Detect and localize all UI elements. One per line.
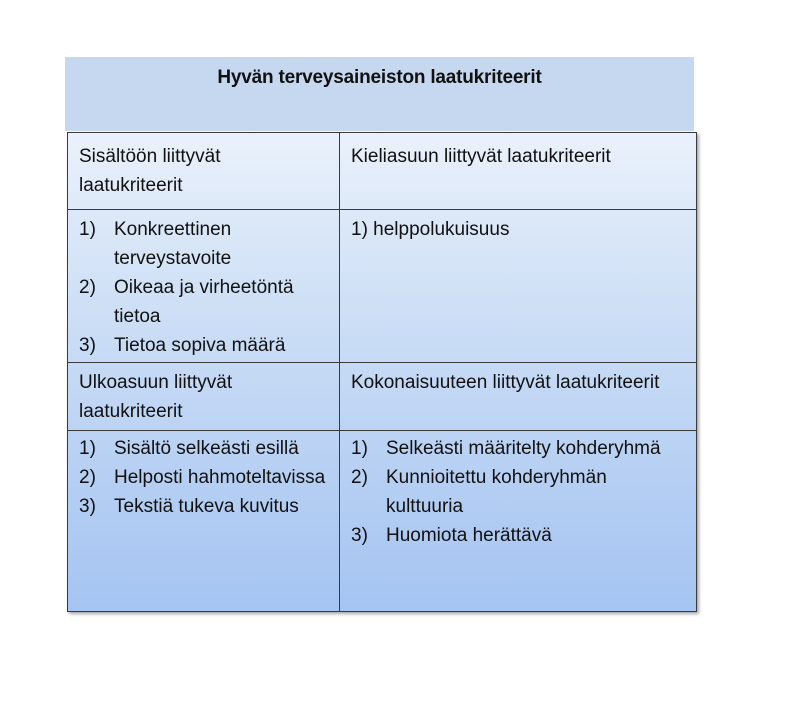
list-item	[351, 521, 686, 550]
item-text: Kunnioitettu kohderyhmän kulttuuria	[386, 467, 607, 517]
item-text: Tietoa sopiva määrä	[114, 335, 286, 356]
item-number: 2)	[79, 467, 96, 488]
table-row	[68, 363, 696, 431]
item-text: Konkreettinen terveystavoite	[114, 219, 232, 269]
list-item: 1) helppolukuisuus	[351, 219, 510, 240]
title-banner	[65, 57, 694, 131]
item-text: Selkeästi määritelty kohderyhmä	[386, 438, 661, 459]
list-item	[79, 273, 329, 331]
list-overall	[351, 434, 686, 550]
header-cell-overall	[340, 363, 696, 430]
item-number: 1)	[351, 438, 368, 459]
items-cell-language	[340, 210, 696, 362]
item-number: 1)	[79, 219, 96, 240]
header-cell-language	[340, 133, 696, 209]
item-text: Huomiota herättävä	[386, 525, 552, 546]
list-appearance	[79, 434, 329, 521]
list-item	[79, 492, 329, 521]
item-text: Helposti hahmoteltavissa	[114, 467, 326, 488]
item-number: 2)	[79, 277, 96, 298]
list-item	[351, 463, 686, 521]
item-text: Tekstiä tukeva kuvitus	[114, 496, 299, 517]
list-item	[351, 434, 686, 463]
item-number: 1)	[79, 438, 96, 459]
list-item	[79, 434, 329, 463]
header-cell-content	[68, 133, 340, 209]
header-overall: Kokonaisuuteen liittyvät laatukriteerit	[351, 372, 660, 393]
header-content: Sisältöön liittyvät laatukriteerit	[79, 146, 221, 196]
header-appearance: Ulkoasuun liittyvät laatukriteerit	[79, 372, 233, 422]
header-cell-appearance	[68, 363, 340, 430]
table-row	[68, 133, 696, 210]
item-text: Oikeaa ja virheetöntä tietoa	[114, 277, 294, 327]
table-row	[68, 431, 696, 611]
table-row	[68, 210, 696, 363]
page-title: Hyvän terveysaineiston laatukriteerit	[217, 67, 542, 88]
list-content	[79, 215, 329, 360]
item-number: 3)	[79, 335, 96, 356]
list-item	[79, 215, 329, 273]
items-cell-appearance	[68, 431, 340, 611]
items-cell-overall	[340, 431, 696, 611]
item-number: 3)	[79, 496, 96, 517]
list-item	[79, 331, 329, 360]
item-text: Sisältö selkeästi esillä	[114, 438, 299, 459]
list-item	[79, 463, 329, 492]
item-number: 3)	[351, 525, 368, 546]
criteria-table	[67, 132, 697, 612]
item-number: 2)	[351, 467, 368, 488]
header-language: Kieliasuun liittyvät laatukriteerit	[351, 146, 611, 167]
items-cell-content	[68, 210, 340, 362]
